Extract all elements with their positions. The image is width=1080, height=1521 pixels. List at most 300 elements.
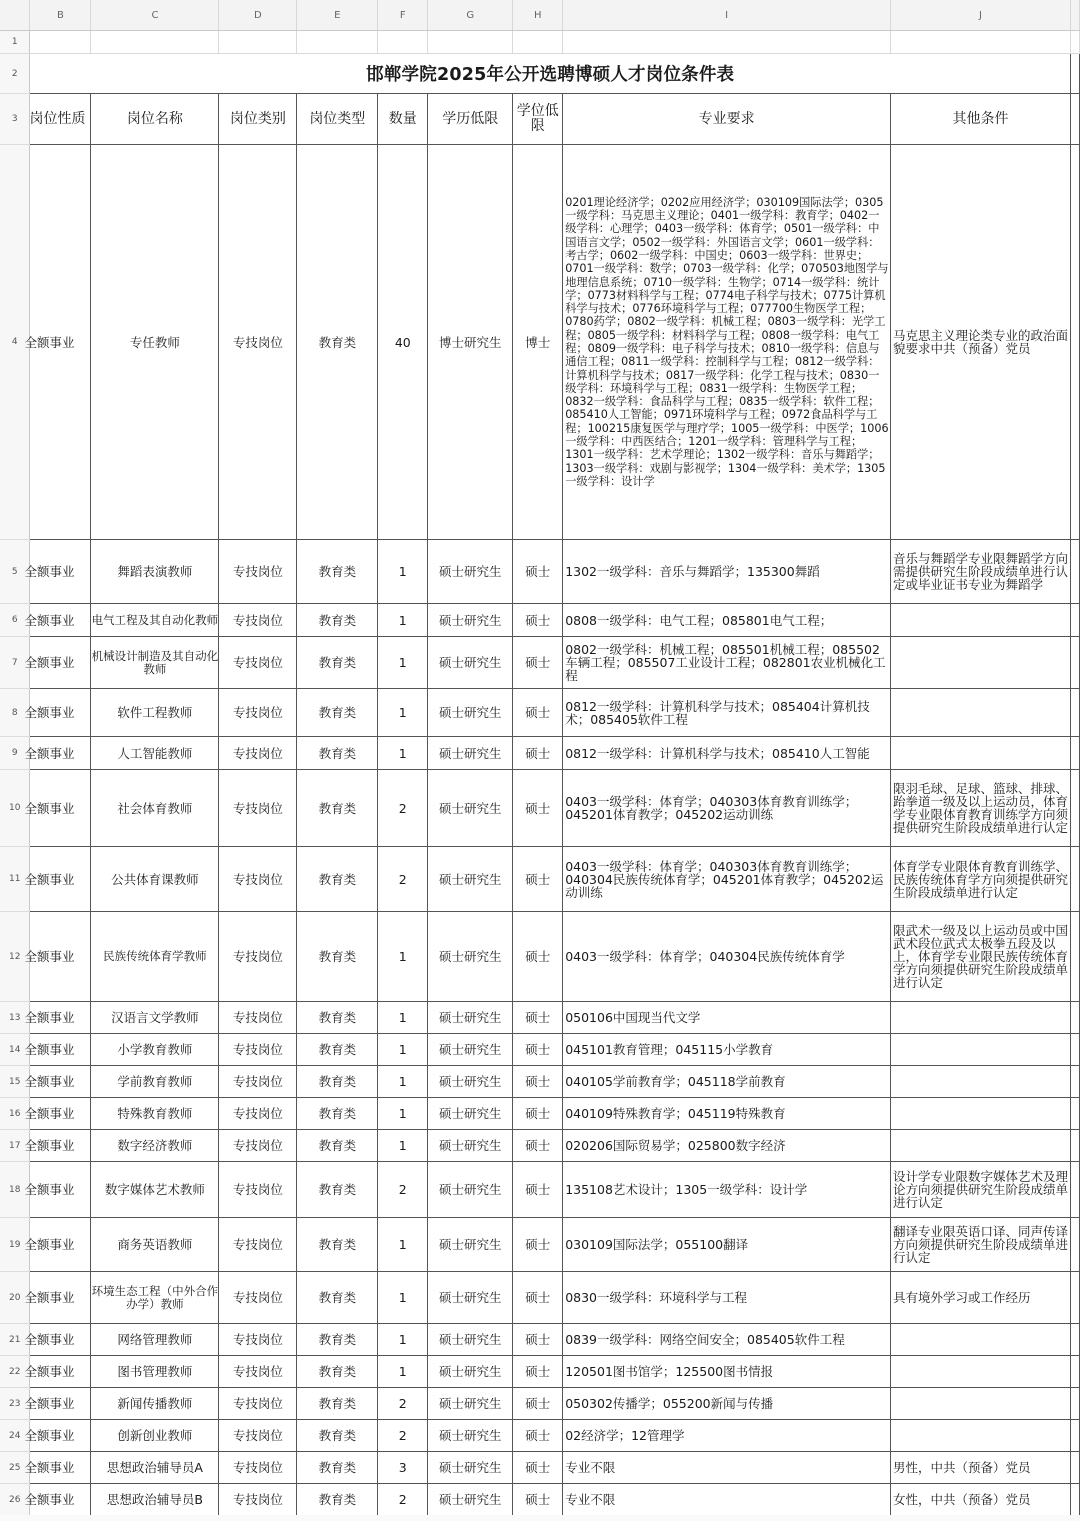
- cell[interactable]: [1070, 1098, 1079, 1130]
- cell-degree-min[interactable]: 硕士: [513, 1324, 563, 1356]
- cell[interactable]: [1070, 847, 1079, 912]
- row-number[interactable]: 5: [0, 540, 30, 604]
- row-number[interactable]: 24: [0, 1420, 30, 1452]
- column-header-e[interactable]: E: [297, 0, 378, 31]
- cell-post-name[interactable]: 公共体育课教师: [91, 847, 219, 912]
- cell-major-requirement[interactable]: 0808一级学科：电气工程；085801电气工程；: [563, 604, 891, 637]
- cell[interactable]: [1070, 1162, 1079, 1218]
- cell-other-conditions[interactable]: 男性，中共（预备）党员: [891, 1452, 1071, 1484]
- column-header-d[interactable]: D: [219, 0, 297, 31]
- cell[interactable]: [1070, 604, 1079, 637]
- cell[interactable]: [563, 31, 891, 54]
- row-number[interactable]: 19: [0, 1218, 30, 1272]
- cell-education-min[interactable]: 硕士研究生: [428, 1272, 513, 1324]
- cell-major-requirement[interactable]: 1302一级学科：音乐与舞蹈学；135300舞蹈: [563, 540, 891, 604]
- cell-major-requirement[interactable]: 135108艺术设计；1305一级学科：设计学: [563, 1162, 891, 1218]
- cell-post-category[interactable]: 专技岗位: [219, 145, 297, 540]
- cell-education-min[interactable]: 硕士研究生: [428, 912, 513, 1002]
- row-number[interactable]: 16: [0, 1098, 30, 1130]
- table-row: [0, 540, 1080, 604]
- column-header-f[interactable]: F: [378, 0, 428, 31]
- row-number[interactable]: 22: [0, 1356, 30, 1388]
- cell-post-type[interactable]: 教育类: [297, 1272, 378, 1324]
- cell-education-min[interactable]: 硕士研究生: [428, 1002, 513, 1034]
- cell-post-nature[interactable]: 全额事业: [30, 1066, 91, 1098]
- cell-post-nature[interactable]: 全额事业: [30, 1356, 91, 1388]
- cell-degree-min[interactable]: 硕士: [513, 1218, 563, 1272]
- cell-major-requirement[interactable]: 0403一级学科：体育学；040304民族传统体育学: [563, 912, 891, 1002]
- cell-other-conditions[interactable]: [891, 1130, 1071, 1162]
- cell-education-min[interactable]: 硕士研究生: [428, 847, 513, 912]
- cell-degree-min[interactable]: 硕士: [513, 847, 563, 912]
- cell-post-type[interactable]: 教育类: [297, 1356, 378, 1388]
- cell-count[interactable]: 40: [378, 145, 428, 540]
- cell-post-nature[interactable]: 全额事业: [30, 1272, 91, 1324]
- cell-education-min[interactable]: 硕士研究生: [428, 1356, 513, 1388]
- cell-post-nature[interactable]: 全额事业: [30, 1388, 91, 1420]
- cell-other-conditions[interactable]: 女性，中共（预备）党员: [891, 1484, 1071, 1516]
- cell-count[interactable]: 1: [378, 1324, 428, 1356]
- cell-post-type[interactable]: 教育类: [297, 847, 378, 912]
- cell-post-nature[interactable]: 全额事业: [30, 737, 91, 770]
- cell[interactable]: [1070, 912, 1079, 1002]
- header-post-name[interactable]: 岗位名称: [91, 94, 219, 145]
- cell-other-conditions[interactable]: 具有境外学习或工作经历: [891, 1272, 1071, 1324]
- cell[interactable]: [378, 31, 428, 54]
- cell-post-type[interactable]: 教育类: [297, 1098, 378, 1130]
- cell-count[interactable]: 1: [378, 540, 428, 604]
- cell-post-nature[interactable]: 全额事业: [30, 1130, 91, 1162]
- table-row: [0, 912, 1080, 1002]
- cell-post-nature[interactable]: 全额事业: [30, 1098, 91, 1130]
- cell-post-nature[interactable]: 全额事业: [30, 1034, 91, 1066]
- header-education-min[interactable]: 学历低限: [428, 94, 513, 145]
- cell-other-conditions[interactable]: [891, 1034, 1071, 1066]
- cell-other-conditions[interactable]: 限武术一级及以上运动员或中国武术段位武式太极拳五段及以上，体育学专业限民族传统体育学方向须提供研究生阶段成绩单进行认定: [891, 912, 1071, 1002]
- cell-post-nature[interactable]: 全额事业: [30, 540, 91, 604]
- cell[interactable]: [1070, 637, 1079, 689]
- cell-count[interactable]: 1: [378, 1218, 428, 1272]
- header-degree-min[interactable]: 学位低限: [513, 94, 563, 145]
- column-header-i[interactable]: I: [563, 0, 891, 31]
- cell-post-type[interactable]: 教育类: [297, 1002, 378, 1034]
- cell-count[interactable]: 1: [378, 604, 428, 637]
- cell-other-conditions[interactable]: [891, 1420, 1071, 1452]
- cell-post-category[interactable]: 专技岗位: [219, 540, 297, 604]
- row-number[interactable]: 7: [0, 637, 30, 689]
- cell-post-category[interactable]: 专技岗位: [219, 1272, 297, 1324]
- cell[interactable]: [891, 31, 1071, 54]
- cell-post-name[interactable]: 社会体育教师: [91, 770, 219, 847]
- cell-other-conditions[interactable]: 马克思主义理论类专业的政治面貌要求中共（预备）党员: [891, 145, 1071, 540]
- cell[interactable]: [1070, 1324, 1079, 1356]
- cell-degree-min[interactable]: 硕士: [513, 689, 563, 737]
- cell-count[interactable]: 1: [378, 1272, 428, 1324]
- cell-other-conditions[interactable]: [891, 1002, 1071, 1034]
- cell[interactable]: [1070, 1130, 1079, 1162]
- cell-post-name[interactable]: 电气工程及其自动化教师: [91, 604, 219, 637]
- cell-major-requirement[interactable]: 045101教育管理；045115小学教育: [563, 1034, 891, 1066]
- cell-post-type[interactable]: 教育类: [297, 1324, 378, 1356]
- cell-post-category[interactable]: 专技岗位: [219, 1420, 297, 1452]
- row-number[interactable]: 11: [0, 847, 30, 912]
- cell[interactable]: [297, 31, 378, 54]
- cell-degree-min[interactable]: 硕士: [513, 637, 563, 689]
- cell-degree-min[interactable]: 硕士: [513, 1452, 563, 1484]
- row-number[interactable]: 15: [0, 1066, 30, 1098]
- cell-post-nature[interactable]: 全额事业: [30, 1324, 91, 1356]
- cell-other-conditions[interactable]: [891, 1356, 1071, 1388]
- cell-degree-min[interactable]: 硕士: [513, 770, 563, 847]
- cell-post-nature[interactable]: 全额事业: [30, 1420, 91, 1452]
- cell-major-requirement[interactable]: 040105学前教育学；045118学前教育: [563, 1066, 891, 1098]
- cell-count[interactable]: 1: [378, 1002, 428, 1034]
- cell-education-min[interactable]: 硕士研究生: [428, 1218, 513, 1272]
- cell-post-type[interactable]: 教育类: [297, 770, 378, 847]
- cell-post-category[interactable]: 专技岗位: [219, 770, 297, 847]
- cell-post-name[interactable]: 数字媒体艺术教师: [91, 1162, 219, 1218]
- cell[interactable]: [428, 31, 513, 54]
- cell-major-requirement[interactable]: 0812一级学科：计算机科学与技术；085410人工智能: [563, 737, 891, 770]
- cell-major-requirement[interactable]: 020206国际贸易学；025800数字经济: [563, 1130, 891, 1162]
- column-header-h[interactable]: H: [513, 0, 563, 31]
- cell-degree-min[interactable]: 硕士: [513, 1066, 563, 1098]
- cell[interactable]: [1070, 1356, 1079, 1388]
- cell[interactable]: [1070, 1272, 1079, 1324]
- column-header-k[interactable]: [1070, 0, 1079, 31]
- cell-post-type[interactable]: 教育类: [297, 604, 378, 637]
- header-count[interactable]: 数量: [378, 94, 428, 145]
- cell-count[interactable]: 2: [378, 1162, 428, 1218]
- table-row: [0, 145, 1080, 540]
- cell[interactable]: [513, 31, 563, 54]
- cell-post-name[interactable]: 创新创业教师: [91, 1420, 219, 1452]
- cell[interactable]: [1070, 737, 1079, 770]
- row-number[interactable]: 6: [0, 604, 30, 637]
- cell[interactable]: [1070, 1484, 1079, 1516]
- cell-education-min[interactable]: 硕士研究生: [428, 1066, 513, 1098]
- cell-count[interactable]: 2: [378, 1484, 428, 1516]
- cell-post-category[interactable]: 专技岗位: [219, 1218, 297, 1272]
- cell-degree-min[interactable]: 硕士: [513, 540, 563, 604]
- table-row: [0, 637, 1080, 689]
- cell-post-category[interactable]: 专技岗位: [219, 912, 297, 1002]
- header-post-nature[interactable]: 岗位性质: [30, 94, 91, 145]
- cell-post-category[interactable]: 专技岗位: [219, 847, 297, 912]
- sheet-row: [0, 31, 1080, 54]
- cell-other-conditions[interactable]: [891, 604, 1071, 637]
- cell-post-nature[interactable]: 全额事业: [30, 912, 91, 1002]
- cell-education-min[interactable]: 硕士研究生: [428, 737, 513, 770]
- cell[interactable]: [1070, 1452, 1079, 1484]
- header-post-category[interactable]: 岗位类别: [219, 94, 297, 145]
- cell-post-category[interactable]: 专技岗位: [219, 604, 297, 637]
- row-number[interactable]: 10: [0, 770, 30, 847]
- cell-post-category[interactable]: 专技岗位: [219, 1484, 297, 1516]
- cell[interactable]: [1070, 94, 1079, 145]
- cell-post-category[interactable]: 专技岗位: [219, 1066, 297, 1098]
- header-other-conditions[interactable]: 其他条件: [891, 94, 1071, 145]
- row-number[interactable]: 4: [0, 145, 30, 540]
- cell[interactable]: [1070, 145, 1079, 540]
- cell-count[interactable]: 1: [378, 1356, 428, 1388]
- row-number[interactable]: 25: [0, 1452, 30, 1484]
- cell-post-name[interactable]: 商务英语教师: [91, 1218, 219, 1272]
- cell-count[interactable]: 2: [378, 1388, 428, 1420]
- cell-other-conditions[interactable]: 翻译专业限英语口译、同声传译方向须提供研究生阶段成绩单进行认定: [891, 1218, 1071, 1272]
- cell-post-category[interactable]: 专技岗位: [219, 1162, 297, 1218]
- cell-degree-min[interactable]: 硕士: [513, 1388, 563, 1420]
- cell-other-conditions[interactable]: [891, 1098, 1071, 1130]
- cell-post-name[interactable]: 学前教育教师: [91, 1066, 219, 1098]
- row-number[interactable]: 9: [0, 737, 30, 770]
- cell-education-min[interactable]: 博士研究生: [428, 145, 513, 540]
- table-row: [0, 1034, 1080, 1066]
- cell-degree-min[interactable]: 硕士: [513, 1098, 563, 1130]
- cell-count[interactable]: 1: [378, 737, 428, 770]
- table-row: [0, 1066, 1080, 1098]
- cell-post-type[interactable]: 教育类: [297, 1388, 378, 1420]
- cell-post-name[interactable]: 汉语言文学教师: [91, 1002, 219, 1034]
- cell-degree-min[interactable]: 硕士: [513, 1130, 563, 1162]
- cell-post-category[interactable]: 专技岗位: [219, 689, 297, 737]
- row-number[interactable]: 26: [0, 1484, 30, 1516]
- row-number[interactable]: 14: [0, 1034, 30, 1066]
- cell-post-category[interactable]: 专技岗位: [219, 1130, 297, 1162]
- cell-post-category[interactable]: 专技岗位: [219, 1388, 297, 1420]
- corner-cell[interactable]: [0, 0, 30, 31]
- cell-post-type[interactable]: 教育类: [297, 1162, 378, 1218]
- cell-other-conditions[interactable]: 设计学专业限数字媒体艺术及理论方向须提供研究生阶段成绩单进行认定: [891, 1162, 1071, 1218]
- cell[interactable]: [1070, 1420, 1079, 1452]
- cell-degree-min[interactable]: 硕士: [513, 1420, 563, 1452]
- cell[interactable]: [1070, 1066, 1079, 1098]
- cell[interactable]: [91, 31, 219, 54]
- cell-post-category[interactable]: 专技岗位: [219, 737, 297, 770]
- cell-post-name[interactable]: 人工智能教师: [91, 737, 219, 770]
- cell-post-nature[interactable]: 全额事业: [30, 689, 91, 737]
- cell-post-name[interactable]: 数字经济教师: [91, 1130, 219, 1162]
- cell-education-min[interactable]: 硕士研究生: [428, 540, 513, 604]
- cell-other-conditions[interactable]: 限羽毛球、足球、篮球、排球、跆拳道一级及以上运动员，体育学专业限体育教育训练学方向须提供研究生阶段成绩单进行认定: [891, 770, 1071, 847]
- cell-post-name[interactable]: 环境生态工程（中外合作办学）教师: [91, 1272, 219, 1324]
- row-number[interactable]: 12: [0, 912, 30, 1002]
- cell-education-min[interactable]: 硕士研究生: [428, 1162, 513, 1218]
- cell-post-nature[interactable]: 全额事业: [30, 1452, 91, 1484]
- cell-post-nature[interactable]: 全额事业: [30, 637, 91, 689]
- cell-count[interactable]: 3: [378, 1452, 428, 1484]
- cell-post-nature[interactable]: 全额事业: [30, 847, 91, 912]
- cell-other-conditions[interactable]: [891, 689, 1071, 737]
- cell-post-name[interactable]: 专任教师: [91, 145, 219, 540]
- cell-post-type[interactable]: 教育类: [297, 145, 378, 540]
- cell-major-requirement[interactable]: 0839一级学科：网络空间安全；085405软件工程: [563, 1324, 891, 1356]
- cell-post-category[interactable]: 专技岗位: [219, 1098, 297, 1130]
- table-row: [0, 1130, 1080, 1162]
- table-row: [0, 1002, 1080, 1034]
- cell-post-category[interactable]: 专技岗位: [219, 1452, 297, 1484]
- cell[interactable]: [219, 31, 297, 54]
- row-number[interactable]: 23: [0, 1388, 30, 1420]
- cell-education-min[interactable]: 硕士研究生: [428, 1484, 513, 1516]
- cell-major-requirement[interactable]: 030109国际法学；055100翻译: [563, 1218, 891, 1272]
- cell-other-conditions[interactable]: [891, 1324, 1071, 1356]
- header-major-requirement[interactable]: 专业要求: [563, 94, 891, 145]
- cell-education-min[interactable]: 硕士研究生: [428, 1452, 513, 1484]
- cell-post-category[interactable]: 专技岗位: [219, 637, 297, 689]
- cell[interactable]: [30, 31, 91, 54]
- cell-major-requirement[interactable]: 0403一级学科：体育学；040303体育教育训练学；040304民族传统体育学；045201体育教学；045202运动训练: [563, 847, 891, 912]
- cell-post-type[interactable]: 教育类: [297, 1218, 378, 1272]
- cell-degree-min[interactable]: 硕士: [513, 737, 563, 770]
- cell-post-type[interactable]: 教育类: [297, 689, 378, 737]
- cell-post-name[interactable]: 小学教育教师: [91, 1034, 219, 1066]
- row-number[interactable]: 20: [0, 1272, 30, 1324]
- cell-other-conditions[interactable]: [891, 737, 1071, 770]
- cell-count[interactable]: 1: [378, 689, 428, 737]
- cell-count[interactable]: 1: [378, 1066, 428, 1098]
- cell-post-name[interactable]: 特殊教育教师: [91, 1098, 219, 1130]
- table-row: [0, 1420, 1080, 1452]
- cell-post-type[interactable]: 教育类: [297, 540, 378, 604]
- cell-major-requirement[interactable]: 0812一级学科：计算机科学与技术；085404计算机技术；085405软件工程: [563, 689, 891, 737]
- cell[interactable]: [1070, 1002, 1079, 1034]
- cell-major-requirement[interactable]: 040109特殊教育学；045119特殊教育: [563, 1098, 891, 1130]
- cell-major-requirement[interactable]: 050106中国现当代文学: [563, 1002, 891, 1034]
- cell-degree-min[interactable]: 博士: [513, 145, 563, 540]
- cell-count[interactable]: 2: [378, 1420, 428, 1452]
- cell[interactable]: [1070, 689, 1079, 737]
- cell-post-category[interactable]: 专技岗位: [219, 1356, 297, 1388]
- cell-count[interactable]: 1: [378, 1098, 428, 1130]
- cell-post-type[interactable]: 教育类: [297, 1130, 378, 1162]
- cell-post-nature[interactable]: 全额事业: [30, 770, 91, 847]
- cell[interactable]: [1070, 31, 1079, 54]
- row-number[interactable]: 13: [0, 1002, 30, 1034]
- cell-post-type[interactable]: 教育类: [297, 912, 378, 1002]
- cell-education-min[interactable]: 硕士研究生: [428, 1420, 513, 1452]
- cell-post-category[interactable]: 专技岗位: [219, 1034, 297, 1066]
- cell-post-nature[interactable]: 全额事业: [30, 1002, 91, 1034]
- cell-degree-min[interactable]: 硕士: [513, 1484, 563, 1516]
- column-header-g[interactable]: G: [428, 0, 513, 31]
- cell-other-conditions[interactable]: [891, 1066, 1071, 1098]
- cell-post-type[interactable]: 教育类: [297, 1484, 378, 1516]
- cell-post-name[interactable]: 思想政治辅导员A: [91, 1452, 219, 1484]
- cell-post-nature[interactable]: 全额事业: [30, 604, 91, 637]
- cell-post-nature[interactable]: 全额事业: [30, 1484, 91, 1516]
- cell-other-conditions[interactable]: 体育学专业限体育教育训练学、民族传统体育学方向须提供研究生阶段成绩单进行认定: [891, 847, 1071, 912]
- cell-other-conditions[interactable]: [891, 1388, 1071, 1420]
- row-number[interactable]: 3: [0, 94, 30, 145]
- cell[interactable]: [1070, 1218, 1079, 1272]
- cell-other-conditions[interactable]: 音乐与舞蹈学专业限舞蹈学方向需提供研究生阶段成绩单进行认定或毕业证书专业为舞蹈学: [891, 540, 1071, 604]
- cell-education-min[interactable]: 硕士研究生: [428, 1130, 513, 1162]
- cell-post-nature[interactable]: 全额事业: [30, 145, 91, 540]
- cell-post-type[interactable]: 教育类: [297, 1066, 378, 1098]
- cell-count[interactable]: 2: [378, 847, 428, 912]
- cell-post-name[interactable]: 图书管理教师: [91, 1356, 219, 1388]
- cell-major-requirement[interactable]: 0201理论经济学；0202应用经济学；030109国际法学；0305一级学科：马克思主义理论；0401一级学科：教育学；0402一级学科：心理学；0403一级学科：体育学；0501一级学科：中国语言文学；0502一级学科：外国语言文学；0601一级学科：考古学；0602一级学科：中国史；0603一级学科：世界史；0701一级学科：数学；0703一级学科：化学；070503地图学与地理信息系统；0710一级学科：生物学；0714一级学科：统计学；0773材料科学与工程；0774电子科学与技术；0775计算机科学与技术；0776环境科学与工程；077700生物医学工程；0780药学；0802一级学科：机械工程；0803一级学科：光学工程；0805一级学科：材料科学与工程；0808一级学科：电气工程；0809一级学科：电子科学与技术；0810一级学科：信息与通信工程；0811一级学科：控制科学与工程；0812一级学科：计算机科学与技术；0817一级学科：化学工程与技术；0830一级学科：环境科学与工程；0831一级学科：生物医学工程；0832一级学科：食品科学与工程；0835一级学科：软件工程；085410人工智能；0971环境科学与工程；0972食品科学与工程；100215康复医学与理疗学；1005一级学科：中医学；1006一级学科：中西医结合；1201一级学科：管理科学与工程；1301一级学科：艺术学理论；1302一级学科：音乐与舞蹈学；1303一级学科：戏剧与影视学；1304一级学科：美术学；1305一级学科：设计学: [563, 145, 891, 540]
- cell-education-min[interactable]: 硕士研究生: [428, 637, 513, 689]
- cell-post-name[interactable]: 软件工程教师: [91, 689, 219, 737]
- cell-major-requirement[interactable]: 050302传播学；055200新闻与传播: [563, 1388, 891, 1420]
- row-number[interactable]: 17: [0, 1130, 30, 1162]
- cell[interactable]: [1070, 540, 1079, 604]
- cell-post-type[interactable]: 教育类: [297, 1034, 378, 1066]
- cell-post-name[interactable]: 舞蹈表演教师: [91, 540, 219, 604]
- cell-major-requirement[interactable]: 专业不限: [563, 1484, 891, 1516]
- column-header-j[interactable]: J: [891, 0, 1071, 31]
- cell-post-type[interactable]: 教育类: [297, 637, 378, 689]
- cell[interactable]: [1070, 770, 1079, 847]
- cell-post-type[interactable]: 教育类: [297, 737, 378, 770]
- cell-count[interactable]: 1: [378, 637, 428, 689]
- cell-degree-min[interactable]: 硕士: [513, 1002, 563, 1034]
- cell-count[interactable]: 1: [378, 1034, 428, 1066]
- cell-degree-min[interactable]: 硕士: [513, 1272, 563, 1324]
- cell-major-requirement[interactable]: 0830一级学科：环境科学与工程: [563, 1272, 891, 1324]
- cell-post-name[interactable]: 思想政治辅导员B: [91, 1484, 219, 1516]
- table-row: [0, 1484, 1080, 1516]
- column-header-c[interactable]: C: [91, 0, 219, 31]
- cell-post-nature[interactable]: 全额事业: [30, 1162, 91, 1218]
- row-number[interactable]: 2: [0, 54, 30, 94]
- cell-degree-min[interactable]: 硕士: [513, 1034, 563, 1066]
- cell-major-requirement[interactable]: 0802一级学科：机械工程；085501机械工程；085502车辆工程；085507工业设计工程；082801农业机械化工程: [563, 637, 891, 689]
- row-number[interactable]: 1: [0, 31, 30, 54]
- cell-post-nature[interactable]: 全额事业: [30, 1218, 91, 1272]
- cell-education-min[interactable]: 硕士研究生: [428, 770, 513, 847]
- cell-degree-min[interactable]: 硕士: [513, 604, 563, 637]
- cell-post-category[interactable]: 专技岗位: [219, 1324, 297, 1356]
- cell-education-min[interactable]: 硕士研究生: [428, 604, 513, 637]
- cell-count[interactable]: 1: [378, 912, 428, 1002]
- cell[interactable]: [1070, 1388, 1079, 1420]
- header-post-type[interactable]: 岗位类型: [297, 94, 378, 145]
- cell-count[interactable]: 2: [378, 770, 428, 847]
- cell-major-requirement[interactable]: 专业不限: [563, 1452, 891, 1484]
- cell-post-category[interactable]: 专技岗位: [219, 1002, 297, 1034]
- cell[interactable]: [1070, 54, 1079, 94]
- cell-post-name[interactable]: 网络管理教师: [91, 1324, 219, 1356]
- cell-post-type[interactable]: 教育类: [297, 1420, 378, 1452]
- cell[interactable]: [1070, 1034, 1079, 1066]
- cell-education-min[interactable]: 硕士研究生: [428, 1388, 513, 1420]
- cell-post-name[interactable]: 机械设计制造及其自动化教师: [91, 637, 219, 689]
- cell-post-name[interactable]: 民族传统体育学教师: [91, 912, 219, 1002]
- cell-degree-min[interactable]: 硕士: [513, 912, 563, 1002]
- cell-education-min[interactable]: 硕士研究生: [428, 1034, 513, 1066]
- cell-major-requirement[interactable]: 02经济学；12管理学: [563, 1420, 891, 1452]
- row-number[interactable]: 21: [0, 1324, 30, 1356]
- row-number[interactable]: 8: [0, 689, 30, 737]
- cell-degree-min[interactable]: 硕士: [513, 1162, 563, 1218]
- cell-education-min[interactable]: 硕士研究生: [428, 1324, 513, 1356]
- cell-degree-min[interactable]: 硕士: [513, 1356, 563, 1388]
- cell-major-requirement[interactable]: 120501图书馆学；125500图书情报: [563, 1356, 891, 1388]
- cell-post-name[interactable]: 新闻传播教师: [91, 1388, 219, 1420]
- row-number[interactable]: 18: [0, 1162, 30, 1218]
- cell-count[interactable]: 1: [378, 1130, 428, 1162]
- column-header-b[interactable]: B: [30, 0, 91, 31]
- cell-other-conditions[interactable]: [891, 637, 1071, 689]
- cell-major-requirement[interactable]: 0403一级学科：体育学；040303体育教育训练学；045201体育教学；045202运动训练: [563, 770, 891, 847]
- sheet-title[interactable]: 邯郸学院2025年公开选聘博硕人才岗位条件表: [30, 54, 1070, 94]
- cell-post-type[interactable]: 教育类: [297, 1452, 378, 1484]
- cell-education-min[interactable]: 硕士研究生: [428, 689, 513, 737]
- cell-education-min[interactable]: 硕士研究生: [428, 1098, 513, 1130]
